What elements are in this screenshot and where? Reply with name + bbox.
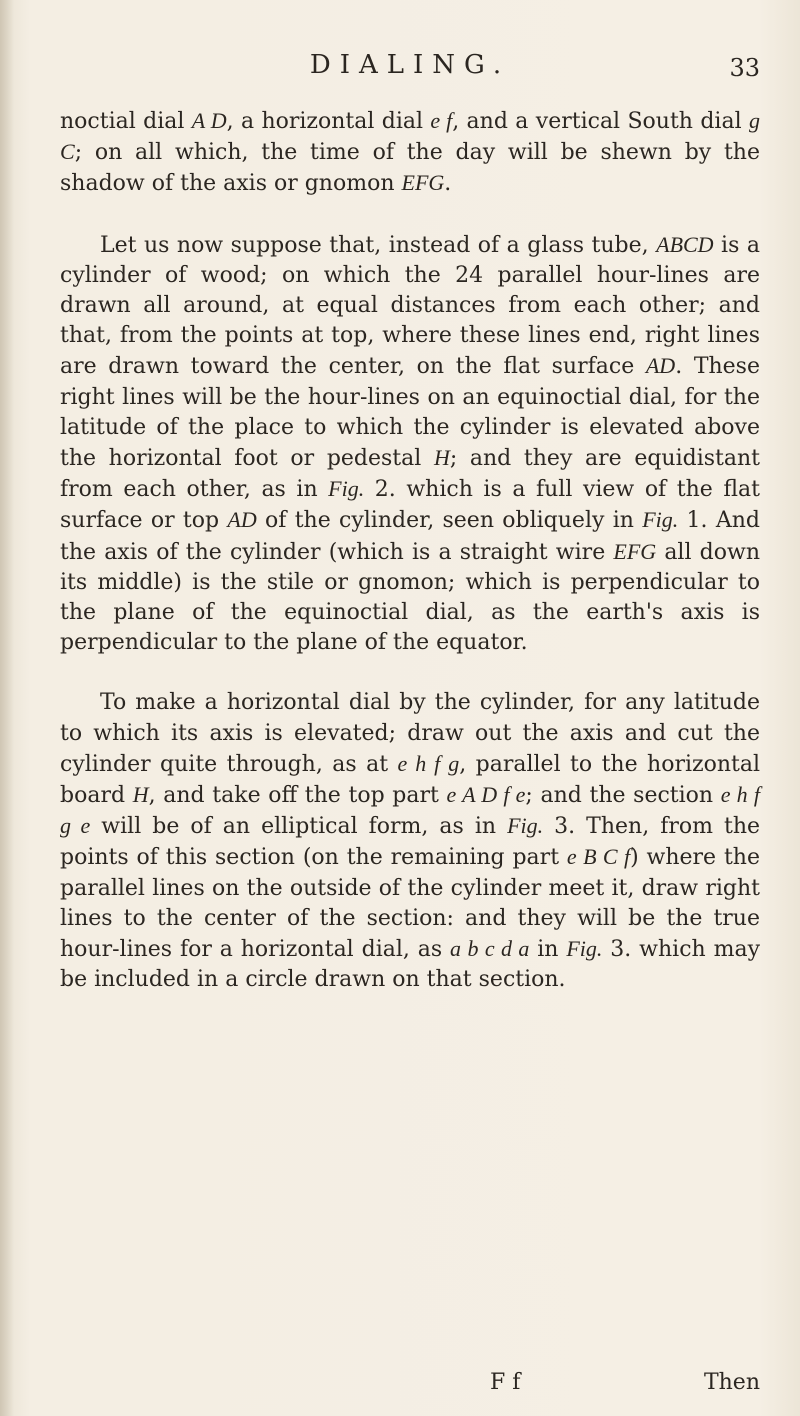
text-run: 1. And the axis of the cylinder (which is a straight wire [60,508,760,565]
italic-run: g C [60,108,760,165]
body-text [60,106,760,995]
paragraph [60,688,760,995]
italic-run: a b c d a [450,936,530,962]
text-run: . These right lines will be the hour-lines on an equinoctial dial, for the latitude of the place to which the cylinder is elevated above the horizontal foot or pedestal [60,354,760,472]
text-run: , a horizontal dial [226,109,431,134]
text-run: 2. which is a full view of the flat surface or top [60,477,760,534]
catchword: Then [703,1370,760,1395]
paragraph [60,106,760,200]
text-run: Let us now suppose that, instead of a glass tube, [100,232,657,258]
italic-run: H [433,445,450,471]
italic-run: Fig. [566,936,603,962]
text-run: all down its middle) is the stile or gnomon; which is perpendicular to the plane of the equinoctial dial, as the earth's axis is perpendicular to the plane of the equator. [60,539,760,656]
page-footer [60,1370,760,1404]
text-run: will be of an elliptical form, as in [90,814,508,840]
italic-run: AD [645,353,676,379]
text-run: in [529,937,567,963]
text-run: , parallel to the horizontal board [60,751,760,809]
italic-run: Fig. [642,507,679,533]
text-run: of the cylinder, seen obliquely in [256,508,643,534]
text-run: ; on all which, the time of the day will be shewn by the shadow of the axis or gnomon [60,140,760,197]
text-run: , and take off the top part [148,783,447,809]
italic-run: H [132,782,149,808]
text-run: ; and they are equidistant from each other, as in [60,446,761,503]
italic-run: e f [430,108,453,133]
text-run: , and a vertical South dial [452,109,749,134]
italic-run: Fig. [328,476,365,502]
text-run: . [444,171,452,197]
italic-run: e h f g e [60,782,760,839]
text-run: ) where the parallel lines on the outside of the cylinder meet it, draw right lines to the center of the section: and they will be the true hour-lines for a horizontal dial, as [60,845,760,963]
page-gutter-shadow [0,0,14,1416]
italic-run: e B C f [566,844,631,870]
text-run: ; and the section [525,783,721,809]
page-header [60,50,760,90]
text-run: is a cylinder of wood; on which the 24 parallel hour-lines are drawn all around, at equal distances from each other; and that, from the points at top, where these lines end, right lines are drawn toward the center, on the flat surface [60,232,760,380]
text-run: 3. which may be included in a circle drawn on that section. [60,937,760,993]
signature-mark: F f [490,1370,521,1395]
paragraph [60,230,760,659]
italic-run: Fig. [507,813,544,839]
italic-run: A D [191,108,227,133]
italic-run: ABCD [656,231,714,257]
italic-run: e A D f e [446,782,526,808]
text-run: noctial dial [60,109,192,134]
italic-run: AD [227,507,257,533]
page-number: 33 [729,54,760,82]
running-head: DIALING. [309,50,511,80]
italic-run: EFG [401,170,445,196]
italic-run: e h f g [397,750,460,776]
italic-run: EFG [613,538,657,564]
text-run: To make a horizontal dial by the cylinder, for any latitude to which its axis is elevated; draw out the axis and cut the cylinder quite through, as at [60,690,760,777]
text-run: 3. Then, from the points of this section (on the remaining part [60,814,761,871]
